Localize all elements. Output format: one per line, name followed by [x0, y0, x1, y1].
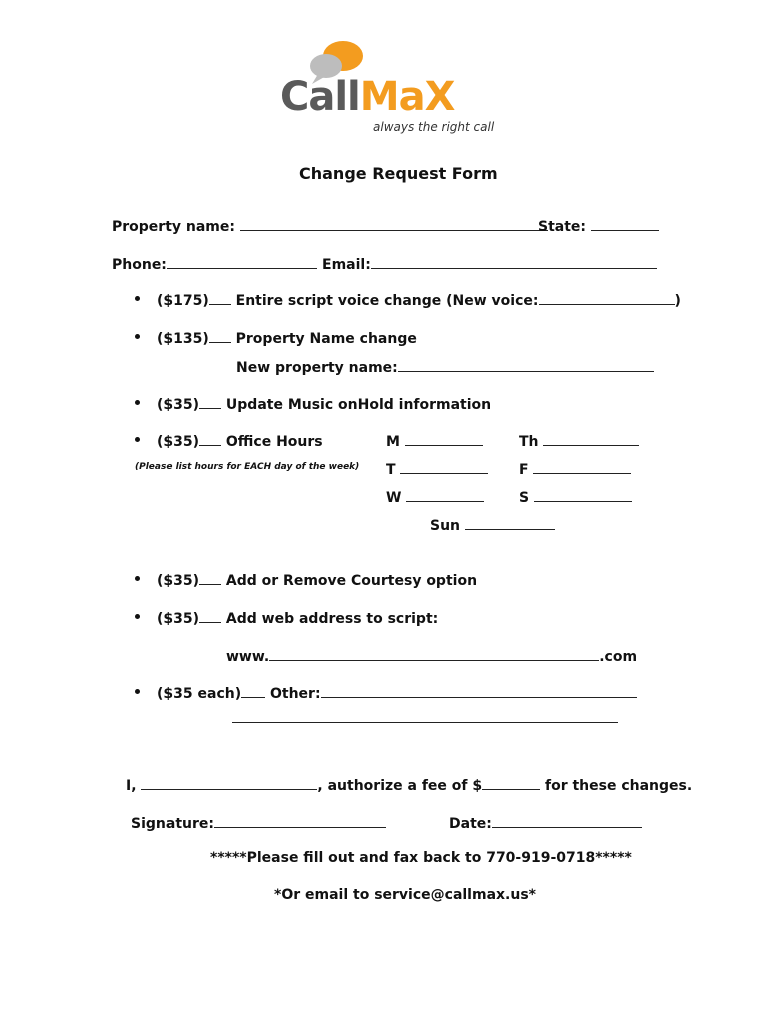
voice-price: ($175) — [157, 293, 209, 309]
bullet — [135, 334, 140, 339]
bullet — [135, 296, 140, 301]
web-price: ($35) — [157, 611, 200, 627]
state-field[interactable] — [591, 216, 659, 231]
day-w-label: W — [386, 490, 402, 506]
day-t-label: T — [386, 462, 396, 478]
fee-amount-field[interactable] — [482, 775, 540, 790]
hours-label: Office Hours — [225, 434, 323, 450]
phone-label: Phone: — [112, 257, 167, 273]
name-check-line[interactable] — [209, 328, 231, 343]
voice-close-paren: ) — [674, 293, 681, 309]
name-label: Property Name change — [235, 331, 417, 347]
callmax-logo — [278, 38, 498, 138]
day-w-field[interactable] — [406, 487, 484, 502]
day-saturday — [519, 487, 632, 506]
day-f-label: F — [519, 462, 529, 478]
name-price: ($135) — [157, 331, 209, 347]
date-row — [449, 813, 642, 832]
email-field[interactable] — [371, 254, 657, 269]
name-change-item — [157, 328, 417, 347]
authorize-middle: , authorize a fee of $ — [317, 778, 483, 794]
day-sun-field[interactable] — [465, 515, 555, 530]
other-check-line[interactable] — [241, 683, 265, 698]
web-check-line[interactable] — [199, 608, 221, 623]
web-address-row — [226, 646, 637, 665]
bullet — [135, 576, 140, 581]
hours-note: (Please list hours for EACH day of the week) — [135, 462, 360, 472]
logo-brand-max: MaX — [359, 74, 455, 120]
day-s-label: S — [519, 490, 530, 506]
www-prefix: www. — [226, 649, 270, 665]
email-label: Email: — [322, 257, 371, 273]
other-label: Other: — [269, 686, 321, 702]
day-t-field[interactable] — [400, 459, 488, 474]
new-property-name-row — [236, 357, 654, 376]
web-label: Add web address to script: — [225, 611, 439, 627]
email-row — [322, 254, 657, 273]
other-field-line-2[interactable] — [232, 708, 618, 723]
bullet — [135, 400, 140, 405]
signature-label: Signature: — [131, 816, 214, 832]
date-field[interactable] — [492, 813, 642, 828]
new-property-name-label: New property name: — [236, 360, 398, 376]
music-check-line[interactable] — [199, 394, 221, 409]
courtesy-label: Add or Remove Courtesy option — [225, 573, 478, 589]
day-friday — [519, 459, 631, 478]
property-name-row — [112, 216, 548, 235]
music-price: ($35) — [157, 397, 200, 413]
music-label: Update Music onHold information — [225, 397, 492, 413]
hours-price: ($35) — [157, 434, 200, 450]
hours-item — [157, 431, 323, 450]
courtesy-price: ($35) — [157, 573, 200, 589]
day-tuesday — [386, 459, 488, 478]
date-label: Date: — [449, 816, 492, 832]
music-item — [157, 394, 491, 413]
other-field[interactable] — [321, 683, 637, 698]
authorize-row — [126, 775, 692, 794]
courtesy-item — [157, 570, 477, 589]
new-property-name-field[interactable] — [398, 357, 654, 372]
property-name-label: Property name: — [112, 219, 235, 235]
hours-check-line[interactable] — [199, 431, 221, 446]
bullet — [135, 614, 140, 619]
voice-label: Entire script voice change (New voice: — [235, 293, 539, 309]
signature-row — [131, 813, 386, 832]
web-address-field[interactable] — [269, 646, 599, 661]
day-m-label: M — [386, 434, 400, 450]
day-th-field[interactable] — [543, 431, 639, 446]
new-voice-field[interactable] — [539, 290, 675, 305]
signature-field[interactable] — [214, 813, 386, 828]
other-item — [157, 683, 637, 702]
logo-tagline: always the right call — [373, 120, 495, 134]
state-row — [538, 216, 659, 235]
courtesy-check-line[interactable] — [199, 570, 221, 585]
web-item — [157, 608, 438, 627]
authorize-suffix: for these changes. — [545, 778, 693, 794]
form-title: Change Request Form — [299, 164, 498, 183]
state-label: State: — [538, 219, 587, 235]
voice-change-item — [157, 290, 681, 309]
day-s-field[interactable] — [534, 487, 632, 502]
other-price: ($35 each) — [157, 686, 242, 702]
day-thursday — [519, 431, 639, 450]
authorize-prefix: I, — [126, 778, 137, 794]
phone-field[interactable] — [167, 254, 317, 269]
bullet — [135, 437, 140, 442]
day-th-label: Th — [519, 434, 539, 450]
com-suffix: .com — [599, 649, 638, 665]
day-f-field[interactable] — [533, 459, 631, 474]
email-note: *Or email to service@callmax.us* — [274, 887, 536, 903]
bullet — [135, 689, 140, 694]
day-m-field[interactable] — [405, 431, 483, 446]
authorizer-name-field[interactable] — [141, 775, 317, 790]
day-sun-label: Sun — [430, 518, 461, 534]
day-sunday — [430, 515, 555, 534]
phone-row — [112, 254, 317, 273]
day-wednesday — [386, 487, 484, 506]
logo-brand-call: Call — [280, 74, 360, 120]
voice-check-line[interactable] — [209, 290, 231, 305]
property-name-field[interactable] — [240, 216, 548, 231]
day-monday — [386, 431, 483, 450]
fax-note: *****Please fill out and fax back to 770-919-0718***** — [210, 850, 632, 866]
